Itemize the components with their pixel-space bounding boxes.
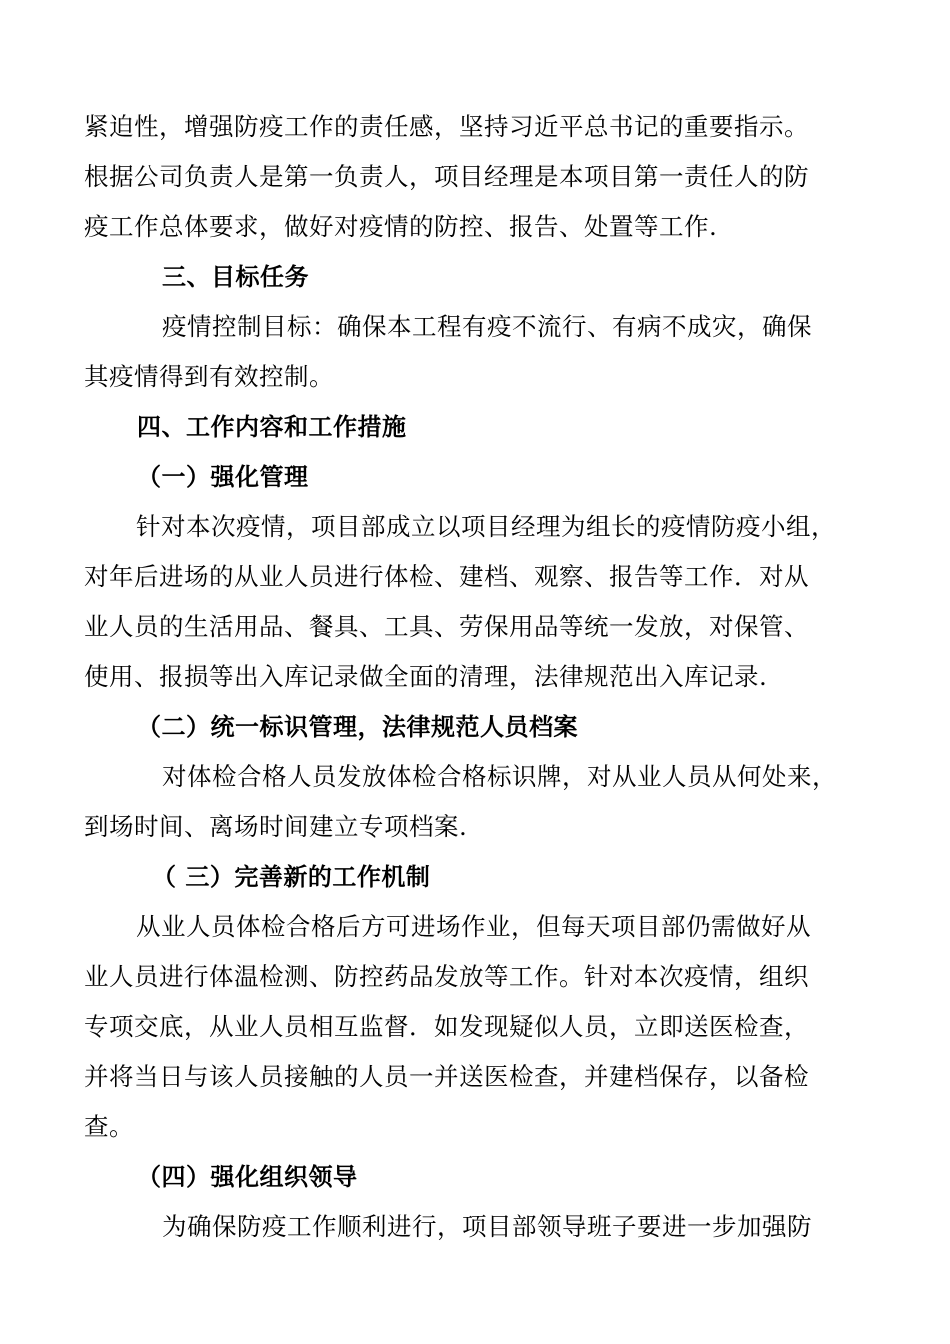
body-text-line: 针对本次疫情，项目部成立以项目经理为组长的疫情防疫小组， xyxy=(136,512,836,541)
body-text-line: 疫工作总体要求，做好对疫情的防控、报告、处置等工作. xyxy=(84,212,718,241)
subsection-heading: （一）强化管理 xyxy=(137,463,309,491)
body-text-line: 其疫情得到有效控制。 xyxy=(84,362,334,391)
body-text-line: 到场时间、离场时间建立专项档案. xyxy=(84,812,468,841)
body-text-line: 并将当日与该人员接触的人员一并送医检查，并建档保存，以备检 xyxy=(84,1062,809,1091)
subsection-heading: （四）强化组织领导 xyxy=(137,1163,358,1191)
body-text-line: 对体检合格人员发放体检合格标识牌，对从业人员从何处来， xyxy=(162,762,837,791)
subsection-heading: （二）统一标识管理，法律规范人员档案 xyxy=(137,713,578,741)
body-text-line: 对年后进场的从业人员进行体检、建档、观察、报告等工作．对从 xyxy=(84,562,809,591)
body-text-line: 紧迫性，增强防疫工作的责任感，坚持习近平总书记的重要指示。 xyxy=(84,112,809,141)
subsection-heading: （ 三）完善新的工作机制 xyxy=(152,863,431,891)
section-heading: 三、目标任务 xyxy=(162,263,309,291)
section-heading: 四、工作内容和工作措施 xyxy=(137,413,407,441)
body-text-line: 查。 xyxy=(84,1112,134,1141)
body-text-line: 专项交底，从业人员相互监督．如发现疑似人员，立即送医检查， xyxy=(84,1012,809,1041)
body-text-line: 疫情控制目标：确保本工程有疫不流行、有病不成灾，确保 xyxy=(162,312,812,341)
body-text-line: 根据公司负责人是第一负责人，项目经理是本项目第一责任人的防 xyxy=(84,162,809,191)
body-text-line: 为确保防疫工作顺利进行，项目部领导班子要进一步加强防 xyxy=(162,1212,812,1241)
body-text-line: 从业人员体检合格后方可进场作业，但每天项目部仍需做好从 xyxy=(136,912,811,941)
body-text-line: 业人员的生活用品、餐具、工具、劳保用品等统一发放，对保管、 xyxy=(84,612,809,641)
body-text-line: 业人员进行体温检测、防控药品发放等工作。针对本次疫情，组织 xyxy=(84,962,809,991)
body-text-line: 使用、报损等出入库记录做全面的清理，法律规范出入库记录. xyxy=(84,662,768,691)
